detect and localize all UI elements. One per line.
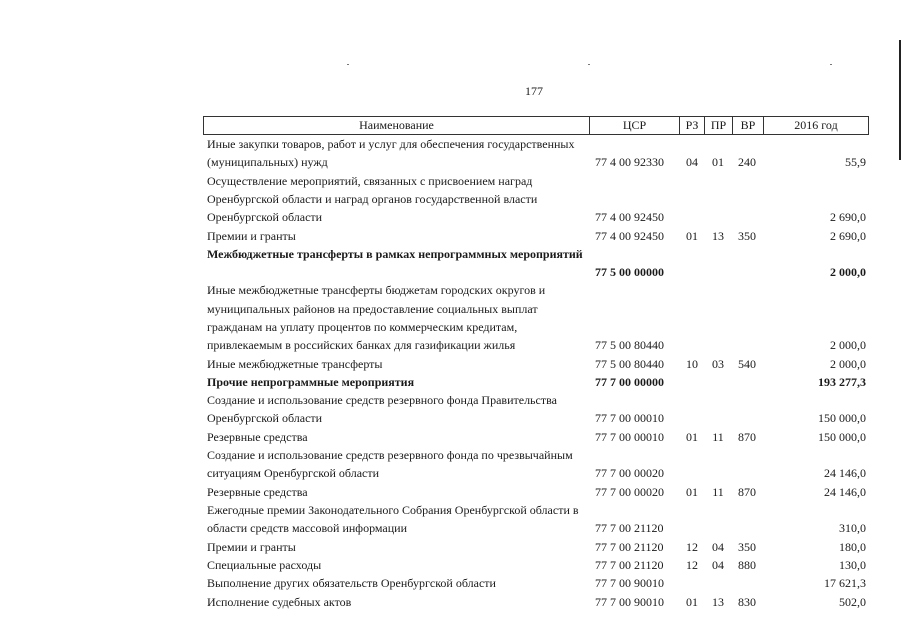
row-rz: 04 bbox=[686, 155, 698, 170]
row-name: Создание и использование средств резервного фонда по чрезвычайным ситуациям Оренбургской области bbox=[207, 448, 573, 481]
row-pr: 13 bbox=[712, 228, 724, 243]
row-name: Исполнение судебных актов bbox=[207, 594, 352, 609]
row-csr: 77 7 00 00010 bbox=[595, 411, 664, 426]
row-csr: 77 7 00 90010 bbox=[595, 594, 664, 609]
row-vr: 870 bbox=[738, 484, 756, 499]
row-rz: 01 bbox=[686, 228, 698, 243]
header-name: Наименование bbox=[204, 117, 590, 134]
row-csr: 77 4 00 92450 bbox=[595, 228, 664, 243]
row-csr: 77 7 00 90010 bbox=[595, 576, 664, 591]
row-name: Премии и гранты bbox=[207, 539, 296, 554]
row-pr: 01 bbox=[712, 155, 724, 170]
row-amount: 24 146,0 bbox=[824, 484, 866, 499]
row-name: Ежегодные премии Законодательного Собрания Оренбургской области в области средств массовой информации bbox=[207, 503, 579, 536]
row-name: Иные межбюджетные трансферты бюджетам городских округов и муниципальных районов на предоставление социальных выплат гражданам на уплату процентов по коммерческим кредитам, привлекаемым в российских банках для газификации жилья bbox=[207, 283, 546, 353]
header-year: 2016 год bbox=[764, 117, 869, 134]
row-amount: 502,0 bbox=[839, 594, 866, 609]
scan-speck bbox=[588, 64, 590, 65]
row-rz: 01 bbox=[686, 429, 698, 444]
row-name: Межбюджетные трансферты в рамках непрограммных мероприятий bbox=[207, 246, 583, 261]
row-csr: 77 7 00 00000 bbox=[595, 374, 664, 389]
row-vr: 540 bbox=[738, 356, 756, 371]
row-csr: 77 7 00 00010 bbox=[595, 429, 664, 444]
row-name: Премии и гранты bbox=[207, 228, 296, 243]
row-csr: 77 7 00 00020 bbox=[595, 484, 664, 499]
row-name: Резервные средства bbox=[207, 429, 308, 444]
row-csr: 77 4 00 92450 bbox=[595, 210, 664, 225]
row-name: Прочие непрограммные мероприятия bbox=[207, 374, 415, 389]
table-header bbox=[203, 116, 869, 135]
row-amount: 2 000,0 bbox=[830, 265, 866, 280]
row-amount: 17 621,3 bbox=[824, 576, 866, 591]
row-csr: 77 7 00 21120 bbox=[595, 557, 664, 572]
table-row bbox=[203, 593, 869, 611]
row-csr: 77 7 00 00020 bbox=[595, 466, 664, 481]
row-pr: 04 bbox=[712, 557, 724, 572]
budget-table bbox=[203, 116, 869, 611]
row-amount: 2 000,0 bbox=[830, 338, 866, 353]
scan-speck bbox=[830, 64, 832, 65]
row-pr: 03 bbox=[712, 356, 724, 371]
table-row bbox=[203, 391, 869, 428]
row-rz: 12 bbox=[686, 557, 698, 572]
row-amount: 2 000,0 bbox=[830, 356, 866, 371]
header-pr: ПР bbox=[705, 117, 733, 134]
row-rz: 12 bbox=[686, 539, 698, 554]
row-name: Выполнение других обязательств Оренбургской области bbox=[207, 576, 496, 591]
row-vr: 830 bbox=[738, 594, 756, 609]
row-vr: 240 bbox=[738, 155, 756, 170]
row-amount: 150 000,0 bbox=[818, 411, 866, 426]
table-row bbox=[203, 373, 869, 391]
table-row bbox=[203, 556, 869, 574]
table-row bbox=[203, 446, 869, 483]
row-pr: 11 bbox=[712, 429, 724, 444]
table-row bbox=[203, 574, 869, 592]
table-row bbox=[203, 135, 869, 172]
row-rz: 10 bbox=[686, 356, 698, 371]
header-csr: ЦСР bbox=[590, 117, 680, 134]
row-csr: 77 7 00 21120 bbox=[595, 539, 664, 554]
row-vr: 350 bbox=[738, 539, 756, 554]
table-row bbox=[203, 172, 869, 227]
row-name: Создание и использование средств резервного фонда Правительства Оренбургской области bbox=[207, 393, 557, 426]
row-csr: 77 7 00 21120 bbox=[595, 521, 664, 536]
row-vr: 880 bbox=[738, 557, 756, 572]
row-name: Иные межбюджетные трансферты bbox=[207, 356, 383, 371]
header-rz: РЗ bbox=[680, 117, 705, 134]
table-row bbox=[203, 245, 869, 282]
row-vr: 870 bbox=[738, 429, 756, 444]
row-csr: 77 5 00 80440 bbox=[595, 356, 664, 371]
row-name: Иные закупки товаров, работ и услуг для обеспечения государственных (муниципальных) нужд bbox=[207, 137, 575, 170]
scan-speck bbox=[347, 64, 349, 65]
table-row bbox=[203, 483, 869, 501]
table-row bbox=[203, 281, 869, 354]
table-body bbox=[203, 135, 869, 611]
row-rz: 01 bbox=[686, 484, 698, 499]
scan-edge-line bbox=[899, 40, 901, 160]
table-row bbox=[203, 355, 869, 373]
row-csr: 77 4 00 92330 bbox=[595, 155, 664, 170]
row-name: Резервные средства bbox=[207, 484, 308, 499]
row-rz: 01 bbox=[686, 594, 698, 609]
row-amount: 310,0 bbox=[839, 521, 866, 536]
row-pr: 11 bbox=[712, 484, 724, 499]
row-amount: 130,0 bbox=[839, 557, 866, 572]
row-amount: 2 690,0 bbox=[830, 228, 866, 243]
row-pr: 13 bbox=[712, 594, 724, 609]
page-number: 177 bbox=[525, 84, 543, 98]
row-amount: 24 146,0 bbox=[824, 466, 866, 481]
row-amount: 193 277,3 bbox=[818, 374, 866, 389]
header-vr: ВР bbox=[733, 117, 764, 134]
row-amount: 150 000,0 bbox=[818, 429, 866, 444]
table-row bbox=[203, 227, 869, 245]
row-name: Осуществление мероприятий, связанных с присвоением наград Оренбургской области и наград органов государственной власти Оренбургской области bbox=[207, 173, 538, 225]
row-amount: 180,0 bbox=[839, 539, 866, 554]
row-amount: 55,9 bbox=[845, 155, 866, 170]
row-name: Специальные расходы bbox=[207, 557, 322, 572]
row-vr: 350 bbox=[738, 228, 756, 243]
table-row bbox=[203, 501, 869, 538]
table-row bbox=[203, 428, 869, 446]
row-pr: 04 bbox=[712, 539, 724, 554]
row-csr: 77 5 00 80440 bbox=[595, 338, 664, 353]
row-amount: 2 690,0 bbox=[830, 210, 866, 225]
table-row bbox=[203, 538, 869, 556]
row-csr: 77 5 00 00000 bbox=[595, 265, 664, 280]
